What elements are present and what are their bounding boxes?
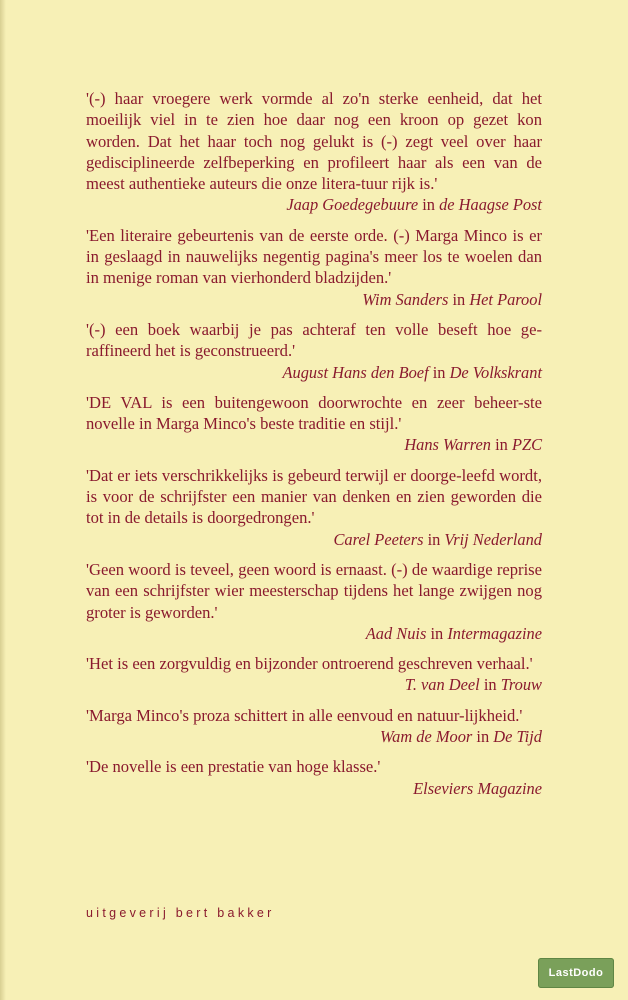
quote-text: '(-) een boek waarbij je pas achteraf ten volle beseft hoe ge-raffineerd het is geconstrueerd.' (86, 319, 542, 361)
quote-text: 'DE VAL is een buitengewoon doorwrochte en zeer beheer-ste novelle in Marga Minco's beste traditie en stijl.' (86, 392, 542, 434)
quote-attribution (86, 674, 542, 695)
quote-text: 'Een literaire gebeurtenis van de eerste orde. (-) Marga Minco is er in geslaagd in nauwelijks negentig pagina's meer los te woelen dan in menige roman van vierhonderd bladzijden.' (86, 225, 542, 288)
reviewer-name: Hans Warren (404, 435, 491, 455)
publication-name: Het Parool (469, 289, 542, 309)
lastdodo-watermark-sticker (538, 958, 614, 988)
reviewer-name: Aad Nuis (365, 623, 427, 643)
attribution-in: in (426, 623, 448, 643)
quote-attribution (86, 529, 542, 550)
attribution-in: in (418, 195, 440, 215)
reviewer-name: Carel Peeters (333, 529, 424, 549)
reviewer-name: Wam de Moor (380, 727, 473, 747)
attribution-in: in (448, 289, 470, 309)
review-quote-5 (86, 465, 542, 550)
quote-attribution (86, 289, 542, 310)
publication-name: Trouw (500, 675, 542, 695)
publication-name: De Volkskrant (449, 362, 542, 382)
review-quote-9 (86, 756, 542, 799)
quote-attribution (86, 194, 542, 215)
quote-text: 'Het is een zorgvuldig en bijzonder ontroerend geschreven verhaal.' (86, 654, 533, 674)
review-quote-1 (86, 88, 542, 216)
quote-attribution (86, 726, 542, 747)
attribution-in: in (472, 727, 494, 747)
attribution-in: in (423, 529, 445, 549)
publisher-imprint: uitgeverij bert bakker (86, 906, 275, 920)
quote-attribution (86, 778, 542, 799)
reviewer-name: Jaap Goedegebuure (286, 195, 419, 215)
quote-text: 'De novelle is een prestatie van hoge klasse.' (86, 757, 381, 777)
attribution-in: in (490, 435, 512, 455)
review-quotes (86, 88, 542, 808)
publication-name: Intermagazine (447, 623, 542, 643)
quote-text: '(-) haar vroegere werk vormde al zo'n sterke eenheid, dat het moeilijk viel in te zien hoe daar nog een kroon op gezet kon worden. Dat het haar toch nog gelukt is (-) zegt veel over haar gedisciplineerde zelfbeperking en profileert haar als een van de meest authentieke auteurs die onze litera-tuur rijk is.' (86, 89, 542, 194)
publication-name: PZC (511, 435, 542, 455)
review-quote-4 (86, 392, 542, 456)
reviewer-name: T. van Deel (404, 675, 480, 695)
review-quote-6 (86, 559, 542, 644)
quote-text: 'Geen woord is teveel, geen woord is ernaast. (-) de waardige reprise van een schrijfster wier meesterschap tijdens het lange zwijgen nog groter is geworden.' (86, 559, 542, 622)
quote-text: 'Dat er iets verschrikkelijks is gebeurd terwijl er doorge-leefd wordt, is voor de schrijfster een manier van denken en zien geworden die tot in de details is doorgedrongen.' (86, 465, 542, 528)
attribution-in: in (428, 362, 450, 382)
sticker-label: LastDodo (548, 967, 604, 979)
quote-attribution (86, 362, 542, 383)
reviewer-name: August Hans den Boef (282, 362, 429, 382)
publication-name: Vrij Nederland (444, 529, 542, 549)
publication-name: De Tijd (493, 727, 542, 747)
quote-attribution (86, 434, 542, 455)
quote-text: 'Marga Minco's proza schittert in alle eenvoud en natuur-lijkheid.' (86, 705, 523, 725)
review-quote-7 (86, 653, 542, 696)
publication-name: Elseviers Magazine (413, 778, 542, 798)
cover-edge-shadow (0, 0, 6, 1000)
quote-attribution (86, 623, 542, 644)
publication-name: de Haagse Post (439, 195, 542, 215)
review-quote-3 (86, 319, 542, 383)
review-quote-8 (86, 705, 542, 748)
review-quote-2 (86, 225, 542, 310)
reviewer-name: Wim Sanders (362, 289, 449, 309)
attribution-in: in (479, 675, 501, 695)
